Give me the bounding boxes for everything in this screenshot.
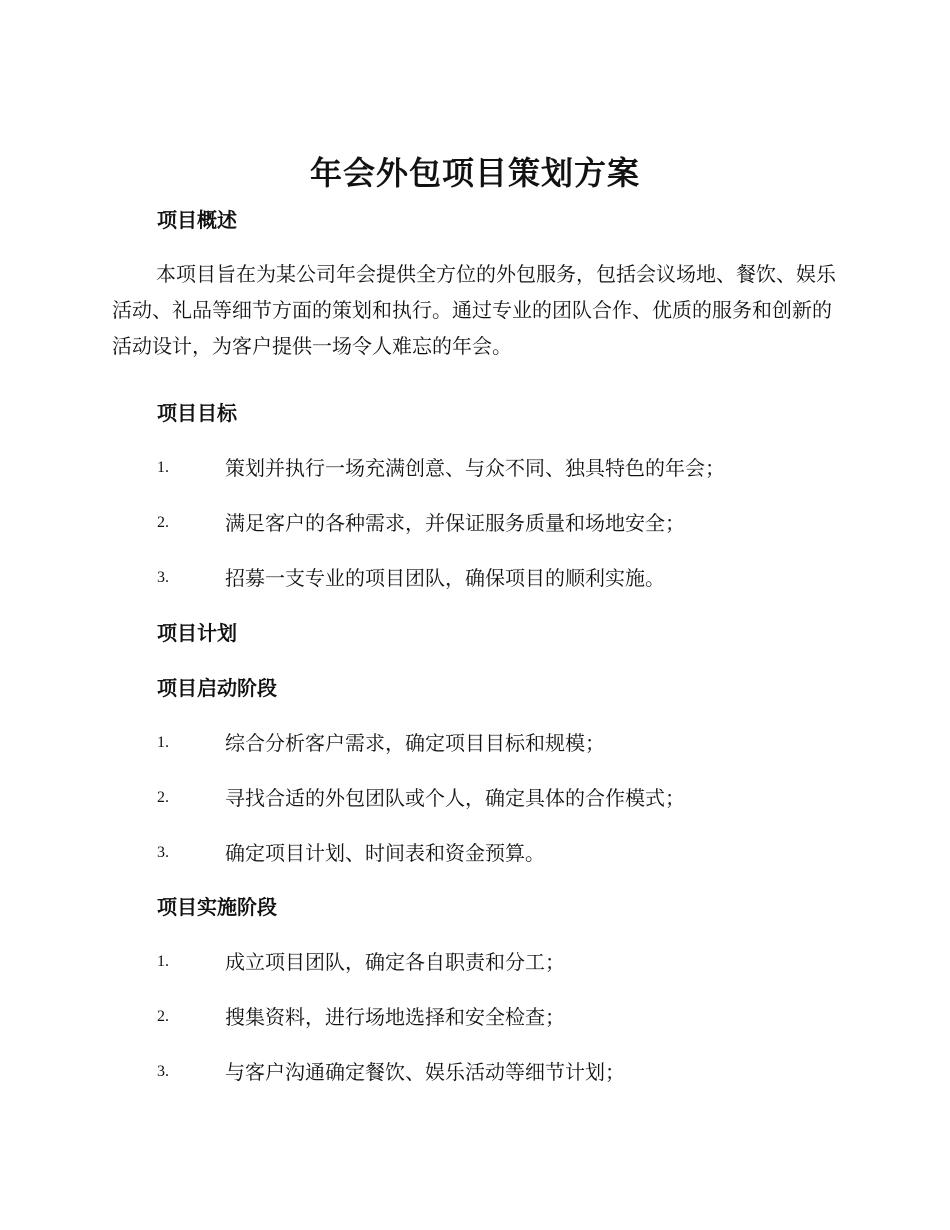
list-item xyxy=(157,946,857,978)
overview-heading: 项目概述 xyxy=(157,208,237,232)
list-number: 2. xyxy=(157,789,169,806)
list-item xyxy=(157,837,857,869)
list-number: 1. xyxy=(157,459,169,476)
list-text: 确定项目计划、时间表和资金预算。 xyxy=(225,841,545,865)
plan-heading: 项目计划 xyxy=(157,621,237,645)
list-text: 寻找合适的外包团队或个人，确定具体的合作模式； xyxy=(225,786,685,810)
list-text: 与客户沟通确定餐饮、娱乐活动等细节计划； xyxy=(225,1060,625,1084)
list-text: 招募一支专业的项目团队，确保项目的顺利实施。 xyxy=(225,566,665,590)
list-number: 2. xyxy=(157,514,169,531)
list-item xyxy=(157,782,857,814)
list-item xyxy=(157,1001,857,1033)
list-text: 策划并执行一场充满创意、与众不同、独具特色的年会； xyxy=(225,456,725,480)
list-number: 3. xyxy=(157,844,169,861)
list-text: 满足客户的各种需求，并保证服务质量和场地安全； xyxy=(225,511,685,535)
list-number: 3. xyxy=(157,1063,169,1080)
list-text: 搜集资料，进行场地选择和安全检查； xyxy=(225,1005,565,1029)
list-text: 成立项目团队，确定各自职责和分工； xyxy=(225,950,565,974)
list-number: 3. xyxy=(157,569,169,586)
document-title: 年会外包项目策划方案 xyxy=(309,154,640,192)
list-item xyxy=(157,452,857,484)
list-item xyxy=(157,1056,857,1088)
list-number: 1. xyxy=(157,953,169,970)
goals-heading: 项目目标 xyxy=(157,401,237,425)
list-item xyxy=(157,562,857,594)
list-number: 1. xyxy=(157,734,169,751)
implementation-heading: 项目实施阶段 xyxy=(157,895,277,919)
list-text: 综合分析客户需求，确定项目目标和规模； xyxy=(225,731,605,755)
list-number: 2. xyxy=(157,1008,169,1025)
list-item xyxy=(157,727,857,759)
list-item xyxy=(157,507,857,539)
startup-heading: 项目启动阶段 xyxy=(157,676,277,700)
overview-paragraph: 本项目旨在为某公司年会提供全方位的外包服务，包括会议场地、餐饮、娱乐活动、礼品等细节方面的策划和执行。通过专业的团队合作、优质的服务和创新的活动设计，为客户提供一场令人难忘的年会。 xyxy=(112,262,836,358)
